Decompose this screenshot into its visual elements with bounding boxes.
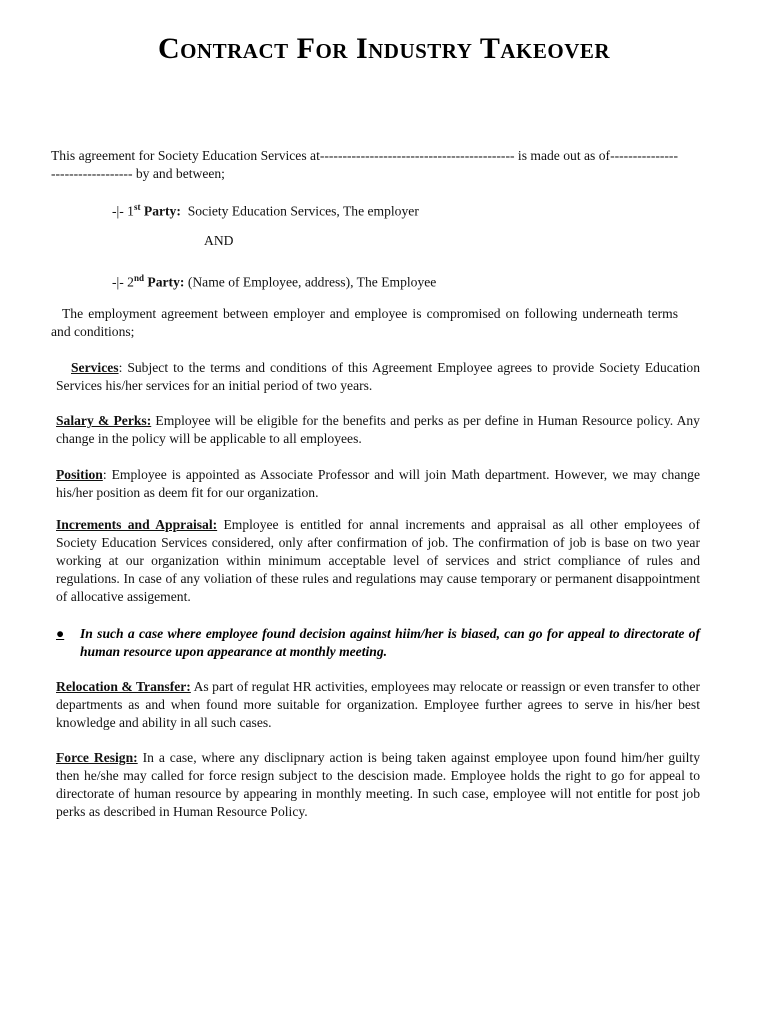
salary-section [56,412,700,448]
force-resign-heading: Force Resign: [56,750,138,765]
position-heading: Position [56,467,103,482]
bullet-icon: ● [56,626,65,641]
relocation-body: As part of regulat HR activities, employees may relocate or reassign or even transfer to other departments as and when found more suitable for organization. Employee further agrees to serve in his/her best knowledge and ability in all such cases. [56,679,701,730]
position-body: : Employee is appointed as Associate Professor and will join Math department. However, we may change his/her position as deem fit for our organization. [56,467,700,500]
party-one-line [112,198,419,221]
employment-intro-paragraph: The employment agreement between employer and employee is compromised on following underneath terms and conditions; [51,306,678,339]
salary-body: Employee will be eligible for the benefits and perks as per define in Human Resource policy. Any change in the policy will be applicable to all employees. [56,413,700,446]
position-section [56,466,700,502]
party-one-label: Party: [143,203,181,219]
services-body: : Subject to the terms and conditions of this Agreement Employee agrees to provide Society Education Services his/her services for an initial period of two years. [56,360,700,393]
party-two-text: (Name of Employee, address), The Employee [187,274,437,290]
party-two-prefix: -|- 2 [112,274,134,290]
party-two-label: Party: [147,274,185,290]
party-two-line [112,269,436,292]
intro-paragraph: This agreement for Society Education Services at------------------------------------------- is made out as of--------------------------------- by and between; [51,148,678,181]
party-one-prefix: -|- 1 [112,203,134,219]
increments-body: Employee is entitled for annal increments and appraisal as all other employees of Society Education Services considered, only after confirmation of job. The confirmation of job is base on two year working at our organization within minimum acceptable level of services and strict compliance of rules and regulations. In case of any voliation of these rules and regulations may cause temporary or permanent disappointment of allocative assigement. [56,517,700,604]
increments-section [56,516,700,606]
services-heading: Services [71,360,119,375]
relocation-heading: Relocation & Transfer: [56,679,191,694]
services-section [56,359,700,395]
force-resign-section [56,749,700,821]
appeal-bullet [56,625,700,661]
appeal-bullet-text: In such a case where employee found decision against hiim/her is biased, can go for appeal to directorate of human resource upon appearance at monthly meeting. [80,626,700,659]
party-one-ordinal: st [133,202,141,212]
salary-heading: Salary & Perks: [56,413,152,428]
party-two-ordinal: nd [133,273,144,283]
and-separator: AND [204,233,234,248]
party-one-text: Society Education Services, The employer [187,203,419,219]
force-resign-body: In a case, where any disclipnary action is being taken against employee upon found him/her guilty then he/she may called for force resign subject to the descision made. Employee holds the right to go for appeal to directorate of human resource by appearing in monthly meeting. In such case, employee will not entitle for post job perks as described in Human Resource Policy. [56,750,700,819]
relocation-section [56,678,700,732]
increments-heading: Increments and Appraisal: [56,517,218,532]
document-title: Contract For Industry Takeover [157,32,611,65]
